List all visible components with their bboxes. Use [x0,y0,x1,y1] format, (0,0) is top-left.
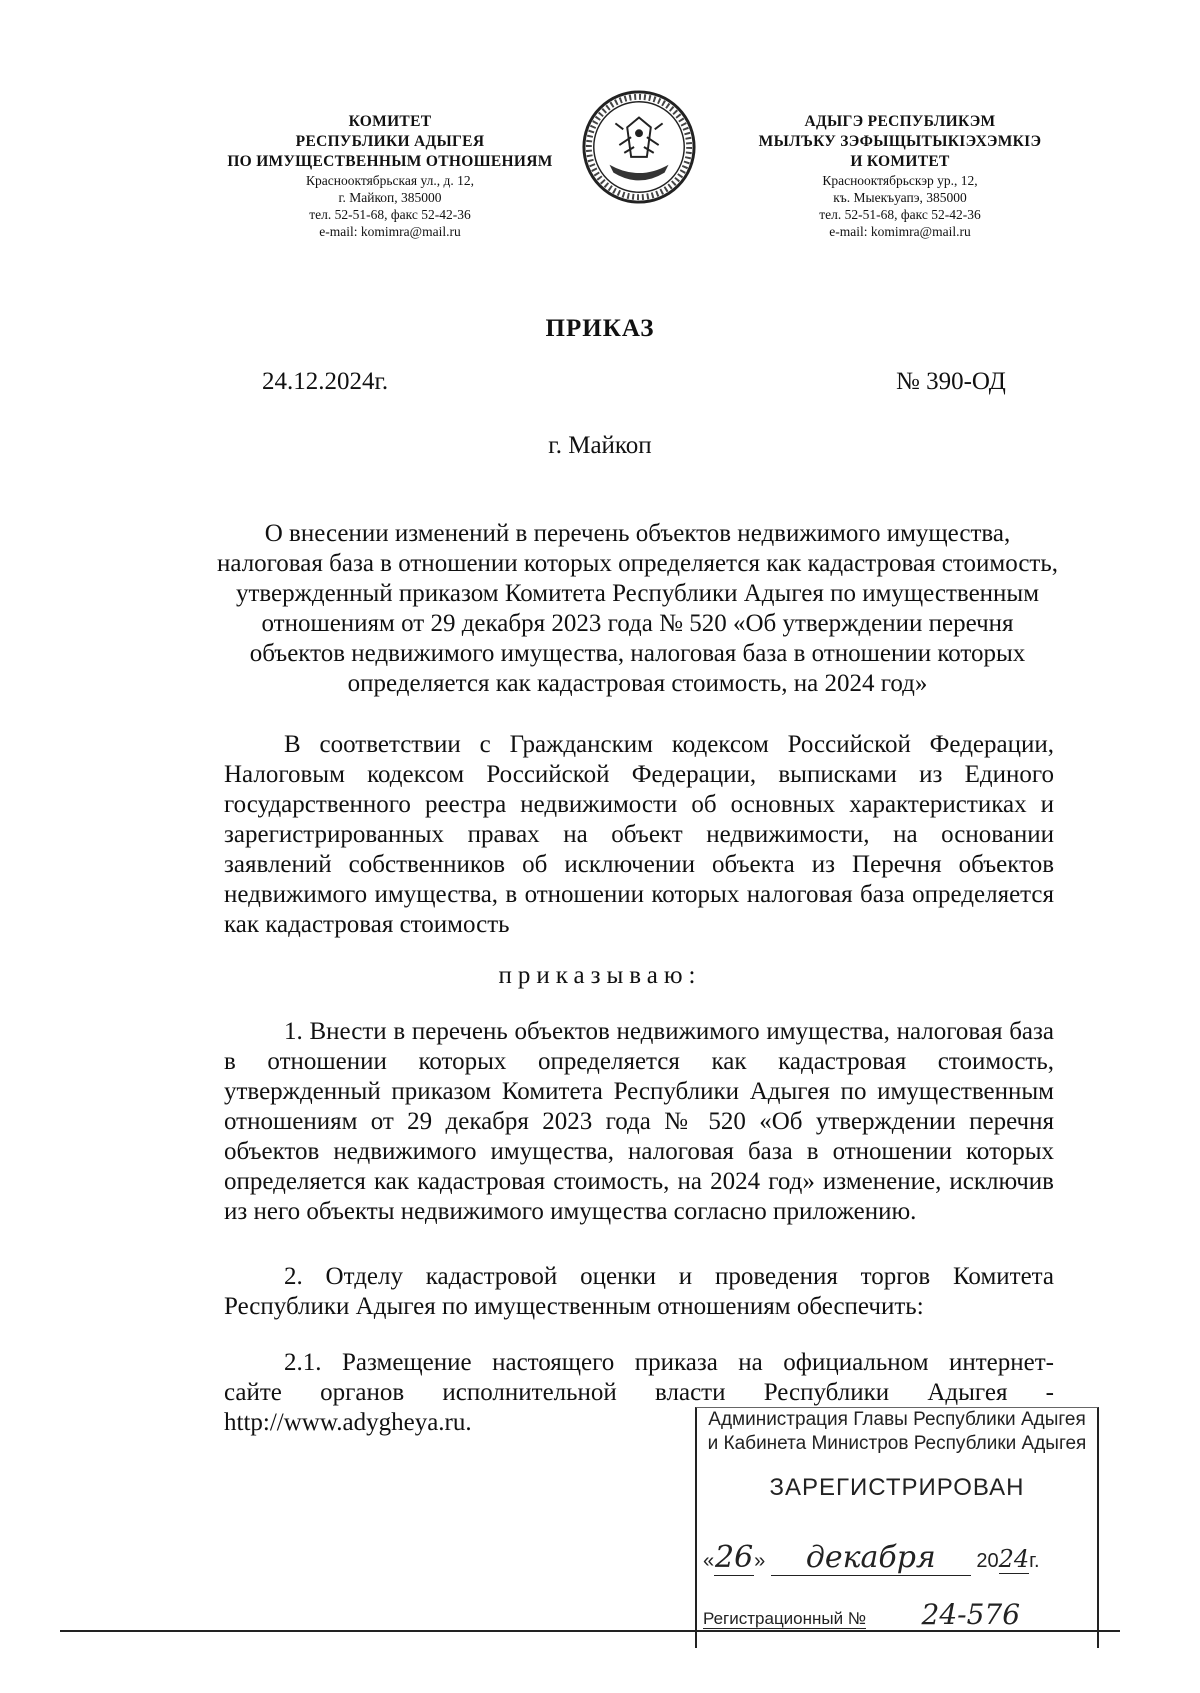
coat-of-arms-icon [580,88,698,206]
address-line: Краснооктябрьскэр ур., 12, [822,173,978,188]
document-date: 24.12.2024г. [262,368,389,395]
address-line: г. Майкоп, 385000 [338,190,442,205]
header-left [205,112,575,240]
stamp-month: декабря [771,1540,971,1576]
address-line: Краснооктябрьская ул., д. 12, [306,173,474,188]
address-line: e-mail: komimra@mail.ru [829,224,971,239]
item-1-paragraph: 1. Внести в перечень объектов недвижимого имущества, налоговая база в отношении которых определяется как кадастровая стоимость, утвержденный приказом Комитета Республики Адыгея по имущественным отношениям от 29 декабря 2023 года № 520 «Об утверждении перечня объектов недвижимого имущества, налоговая база в отношении которых определяется как кадастровая стоимость, на 2024 год» изменение, исключив из него объекты недвижимого имущества согласно приложению. [224,1018,1054,1225]
registration-stamp [695,1407,1099,1648]
address-line: къ. Мыекъуапэ, 385000 [833,190,967,205]
document-number: № 390-ОД [896,368,1006,395]
stamp-date: «26» декабря 2024г. [703,1540,1040,1575]
org-name-line: ПО ИМУЩЕСТВЕННЫМ ОТНОШЕНИЯМ [227,153,553,170]
preamble-paragraph: В соответствии с Гражданским кодексом Российской Федерации, Налоговым кодексом Российской Федерации, выписками из Единого государственного реестра недвижимости об основных характеристиках и зарегистрированных правах на объект недвижимости, на основании заявлений собственников об исключении объекта из Перечня объектов недвижимого имущества, в отношении которых налоговая база определяется как кадастровая стоимость [224,731,1054,938]
org-name-line: АДЫГЭ РЕСПУБЛИКЭМ [804,113,996,130]
header-right [730,112,1070,240]
stamp-reg-label: Регистрационный № [703,1609,867,1628]
stamp-org-line: Администрация Главы Республики Адыгея [708,1409,1086,1430]
bottom-rule [60,1630,1120,1632]
org-name-line: И КОМИТЕТ [850,153,950,170]
decree-word: приказываю: [498,962,702,989]
stamp-day: 26 [715,1540,754,1575]
document-subject: О внесении изменений в перечень объектов недвижимого имущества, налоговая база в отношении которых определяется как кадастровая стоимость, утвержденный приказом Комитета Республики Адыгея по имущественным отношениям от 29 декабря 2023 года № 520 «Об утверждении перечня объектов недвижимого имущества, налоговая база в отношении которых определяется как кадастровая стоимость, на 2024 год» [217,520,1058,697]
stamp-reg-number [703,1598,1093,1632]
item-2-paragraph: 2. Отделу кадастровой оценки и проведения торгов Комитета Республики Адыгея по имущественным отношениям обеспечить: [224,1263,1054,1320]
document-title: ПРИКАЗ [545,315,655,342]
org-name-line: РЕСПУБЛИКИ АДЫГЕЯ [295,133,485,150]
stamp-registered-label: ЗАРЕГИСТРИРОВАН [769,1474,1025,1501]
stamp-year-prefix: 20 [976,1550,999,1572]
address-line: e-mail: komimra@mail.ru [319,224,461,239]
stamp-year-suffix: 24 [998,1545,1030,1573]
item-2-1-line: сайте органов исполнительной власти Республики Адыгея - [224,1379,1054,1406]
document-city: г. Майкоп [548,432,652,459]
item-2-1-line: 2.1. Размещение настоящего приказа на официальном интернет- [284,1349,1054,1376]
stamp-org-line: и Кабинета Министров Республики Адыгея [707,1433,1087,1454]
address-line: тел. 52-51-68, факс 52-42-36 [819,207,981,222]
org-name-line: КОМИТЕТ [348,113,432,130]
stamp-year-unit: г. [1029,1550,1040,1572]
stamp-reg-value: 24-576 [871,1598,1071,1632]
org-name-line: МЫЛЪКУ ЗЭФЫЩЫТЫКIЭХЭМКIЭ [758,133,1042,150]
address-line: тел. 52-51-68, факс 52-42-36 [309,207,471,222]
item-2-1-link[interactable]: http://www.adygheya.ru. [224,1409,472,1436]
